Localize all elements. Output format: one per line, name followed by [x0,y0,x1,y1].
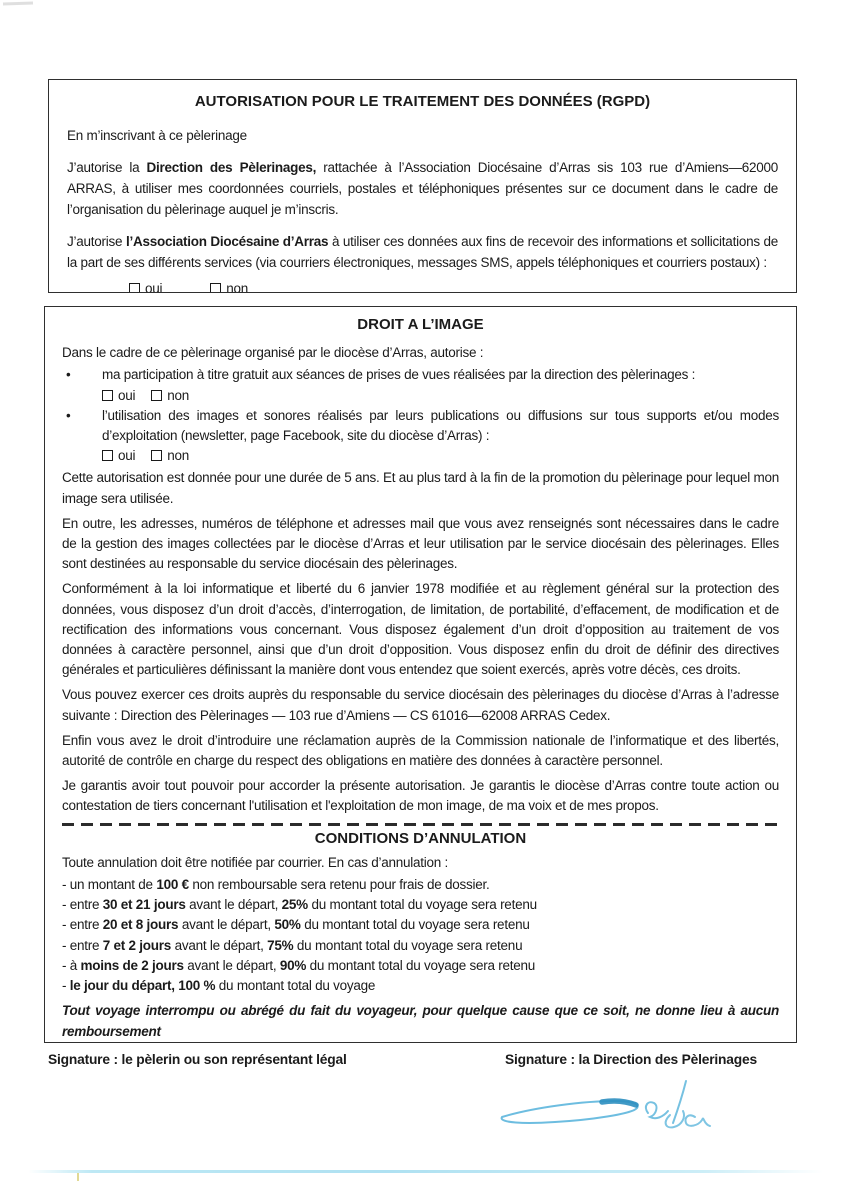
cnil-paragraph: Enfin vous avez le droit d’introduire une réclamation auprès de la Commission nationale de l’informatique et des libertés, autorité de contrôle en charge du respect des obligations en matière des données à caractère personnel. [62,732,779,769]
rgpd-p1-post: rattachée à l’Association Diocésaine d’Arras sis 103 rue d’Amiens—62000 ARRAS, à utiliser mes coordonnées courriels, postales et téléphoniques présentes sur ce document dans le cadre de l’organisation du pèlerinage auquel je m’inscris. [67,160,778,217]
bullet-icon: • [66,367,71,383]
item1-pre: - entre [62,897,103,913]
cancellation-item [62,875,779,895]
cancellation-title: CONDITIONS D’ANNULATION [314,829,527,847]
item0-mid: non remboursable sera retenu pour frais de dossier. [188,877,490,893]
utilisation-consent-choices [102,446,779,466]
checkbox-rgpd-oui-icon[interactable] [129,283,140,293]
handwritten-signature-ink [490,1079,720,1141]
checkbox-utilisation-oui-icon[interactable] [102,450,113,461]
signature-tail-stroke [686,1115,710,1126]
item2-b1: 20 et 8 jours [102,917,179,933]
item3-b2: 75% [267,937,294,953]
participation-consent-choices [102,386,779,406]
duration-paragraph: Cette autorisation est donnée pour une durée de 5 ans. Et au plus tard à la fin de la promotion du pèlerinage pour lequel mon image sera utilisée. [62,470,780,506]
exercise-rights-paragraph: Vous pouvez exercer ces droits auprès du responsable du service diocésain des pèlerinages du diocèse d’Arras à l’adresse suivante : Direction des Pèlerinages — 103 rue d’Amiens — CS 61016—62008 ARRAS Cedex. [62,687,779,723]
signature-loop-stroke [502,1101,638,1123]
cancellation-intro: Toute annulation doit être notifiée par courrier. En cas d’annulation : [62,854,449,870]
rgpd-p2-bold: l’Association Diocésaine d’Arras [125,234,329,249]
rgpd-p1-bold: Direction des Pèlerinages, [146,160,317,175]
guarantee-paragraph: Je garantis avoir tout pouvoir pour accorder la présente autorisation. Je garantis le diocèse d’Arras contre toute action ou contestation de tiers concernant l'utilisation et l'exploitation de mon image, de ma voix et de mes propos. [62,778,779,814]
utilisation-oui-label: oui [118,448,136,464]
item5-pre: - [62,978,70,994]
image-rights-intro: Dans le cadre de ce pèlerinage organisé par le diocèse d’Arras, autorise : [62,345,484,361]
cancellation-item [62,956,779,976]
data-usage-paragraph: En outre, les adresses, numéros de téléphone et adresses mail que vous avez renseignés sont nécessaires dans le cadre de la gestion des images collectées par le diocèse d’Arras et leur utilisation par le service diocésain des pèlerinages. Elles sont destinées au responsable du service diocésain des pèlerinages. [62,515,779,572]
signature-thick-stroke [602,1101,636,1105]
scan-artifact-yellow-tick [77,1173,79,1181]
item1-b1: 30 et 21 jours [102,897,186,913]
signature-letter-stroke [646,1102,668,1118]
item4-b2: 90% [279,957,307,973]
item4-b1: moins de 2 jours [80,957,184,973]
dashed-divider [62,823,779,826]
law-rights-paragraph: Conformément à la loi informatique et liberté du 6 janvier 1978 modifiée et au règlement général sur la protection des données, vous disposez d’un droit d’accès, d’interrogation, de limitation, de portabilité, d’effacement, de modification et de rectification des informations vous concernant. Vous disposez également d’un droit d’opposition au traitement de vos données à caractère personnel, ainsi que d’un droit d’opposition. Vous disposez enfin du droit de définir des directives générales et particulières définissant la manière dont vous entendez que soient exercés, après votre décès, ces droits. [62,581,779,678]
bullet2-text: l’utilisation des images et sonores réalisés par leurs publications ou diffusions sur tous supports et/ou modes d’exploitation (newsletter, page Facebook, site du diocèse d’Arras) : [102,407,779,444]
rgpd-title: AUTORISATION POUR LE TRAITEMENT DES DONNÉES (RGPD) [194,93,651,110]
item1-post: du montant total du voyage sera retenu [307,897,537,913]
item0-b1: 100 € [156,877,189,893]
cancellation-item [62,976,779,996]
rgpd-p1-pre: J’autorise la [67,160,147,175]
cancellation-item [62,936,779,956]
rgpd-oui-option [129,278,162,293]
signature-label-pilgrim: Signature : le pèlerin ou son représentant légal [48,1052,347,1067]
item2-b2: 50% [274,917,301,933]
checkbox-utilisation-non-icon[interactable] [151,450,162,461]
rgpd-non-option [210,278,248,293]
rgpd-intro: En m’inscrivant à ce pèlerinage [67,128,247,143]
participation-oui-option [102,386,135,406]
item3-post: du montant total du voyage sera retenu [293,937,523,953]
signature-label-direction: Signature : la Direction des Pèlerinages [505,1052,757,1067]
item1-b2: 25% [281,897,308,913]
item5-mid: du montant total du voyage [215,978,376,994]
item3-mid: avant le départ, [171,937,268,953]
item4-post: du montant total du voyage sera retenu [306,957,536,973]
rgpd-p2-pre: J’autorise [67,234,126,249]
bullet1-text: ma participation à titre gratuit aux séances de prises de vues réalisées par la direction des pèlerinages : [102,367,696,383]
bullet-item-participation [62,365,779,385]
item2-pre: - entre [62,917,103,933]
image-rights-bullet-list [62,365,779,385]
cancellation-item [62,895,779,915]
image-rights-section [44,306,797,1043]
utilisation-non-option [151,446,189,466]
item0-pre: - un montant de [62,877,157,893]
item2-post: du montant total du voyage sera retenu [300,917,530,933]
item1-mid: avant le départ, [185,897,282,913]
item3-pre: - entre [62,937,103,953]
checkbox-participation-non-icon[interactable] [151,390,162,401]
item5-b1: le jour du départ, 100 % [69,978,216,994]
checkbox-participation-oui-icon[interactable] [102,390,113,401]
item4-mid: avant le départ, [183,957,280,973]
rgpd-non-label: non [226,281,249,293]
participation-non-option [151,386,189,406]
image-rights-title: DROIT A L’IMAGE [357,316,484,333]
rgpd-authorization-section [48,79,797,293]
bullet-item-utilisation [62,406,779,446]
rgpd-oui-label: oui [145,281,163,293]
participation-non-label: non [167,387,190,403]
cancellation-item [62,915,779,935]
checkbox-rgpd-non-icon[interactable] [210,283,221,293]
rgpd-paragraph-2 [67,231,778,273]
utilisation-oui-option [102,446,135,466]
image-rights-bullet-list-2 [62,406,779,446]
item4-pre: - à [62,957,81,973]
participation-oui-label: oui [118,387,136,403]
scan-artifact-cyan-line [28,1170,823,1173]
rgpd-paragraph-1 [67,157,778,220]
scan-artifact-top [3,1,33,5]
rgpd-consent-choices [129,278,778,293]
no-refund-note: Tout voyage interrompu ou abrégé du fait du voyageur, pour quelque cause que ce soit, ne donne lieu à aucun remboursement [62,1003,779,1039]
rgpd-p2-post: à utiliser ces données aux fins de recevoir des informations et sollicitations de la part de ses différents services (via courriers électroniques, messages SMS, appels téléphoniques et courriers postaux) : [67,234,778,270]
item2-mid: avant le départ, [178,917,275,933]
utilisation-non-label: non [167,448,190,464]
item3-b1: 7 et 2 jours [102,937,172,953]
bullet-icon: • [66,407,71,423]
